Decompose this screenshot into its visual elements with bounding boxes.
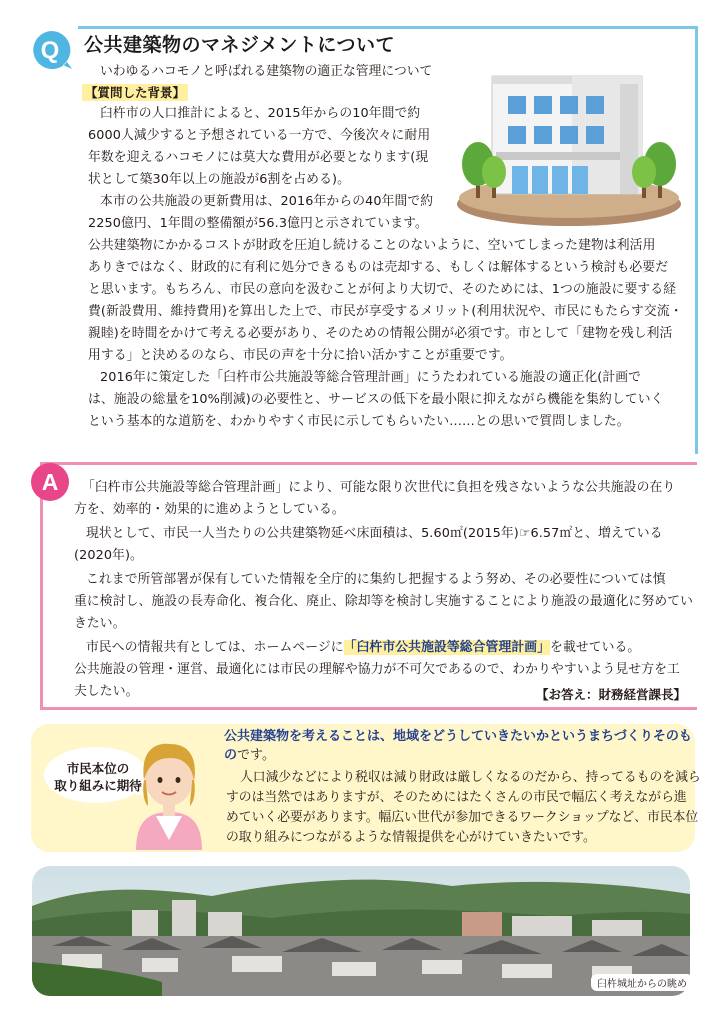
question-line: 2250億円、1年間の整備額が56.3億円と示されています。 — [88, 216, 428, 231]
question-line: 費(新設費用、維持費用)を算出した上で、市民が享受するメリット(利用状況や、市民にもたらす交流・ — [88, 304, 683, 319]
answer-line: これまで所管部署が保有していた情報を全庁的に集約し把握するよう努め、その必要性については慎 — [86, 572, 666, 587]
answer-badge-letter: A — [41, 469, 59, 495]
question-line: 用する」と決めるのなら、市民の声を十分に拾い活かすことが重要です。 — [88, 348, 513, 363]
photo-caption: 臼杵城址からの眺め — [591, 974, 693, 991]
bubble-line: 市民本位の — [66, 761, 130, 776]
question-line: 親睦)を時間をかけて考える必要があり、そのための情報公開が必須です。市として「建物を残し利活 — [88, 326, 673, 341]
comment-heading-line: の — [224, 748, 238, 763]
building-illustration — [452, 64, 686, 232]
answer-share-line — [86, 638, 640, 658]
comment-heading-tail: です。 — [237, 748, 275, 763]
comment-heading — [224, 727, 692, 765]
answer-line: 現状として、市民一人当たりの公共建築物延べ床面積は、5.60㎡(2015年)☞6.57㎡と、増えている — [86, 526, 663, 541]
comment-line: 人口減少などにより税収は減り財政は厳しくなるのだから、持ってるものを減ら — [240, 770, 701, 785]
question-title: 公共建築物のマネジメントについて — [84, 34, 396, 56]
question-line: 年数を迎えるハコモノには莫大な費用が必要となります(現 — [88, 150, 429, 165]
question-line: 6000人減少すると予想されている一方で、今後次々に耐用 — [88, 128, 431, 143]
answer-line: 「臼杵市公共施設等総合管理計画」により、可能な限り次世代に負担を残さないような公共施設の在り — [82, 480, 676, 495]
answer-line: 方を、効率的・効果的に進めようとしている。 — [74, 502, 345, 517]
question-line: 本市の公共施設の更新費用は、2016年からの40年間で約 — [100, 194, 434, 209]
management-plan-link[interactable]: 「臼杵市公共施設等総合管理計画」 — [343, 640, 551, 655]
bubble-line: 取り組みに期待 — [54, 778, 142, 793]
background-label: 【質問した背景】 — [82, 84, 188, 101]
answer-line: きたい。 — [74, 616, 126, 631]
question-line: 公共建築物にかかるコストが財政を圧迫し続けることのないように、空いてしまった建物は利活用 — [88, 238, 656, 253]
answer-signature: 【お答え：財務経営課長】 — [536, 687, 687, 702]
question-line: 臼杵市の人口推計によると、2015年からの10年間で約 — [100, 106, 421, 121]
question-line: 2016年に策定した「臼杵市公共施設等総合管理計画」にうたわれている施設の適正化(計画で — [100, 370, 642, 385]
answer-line: 夫したい。 — [74, 684, 139, 699]
question-line: ありきではなく、財政的に有利に処分できるものは売却する、もしくは解体するという検討も必要だ — [88, 260, 669, 275]
comment-line: すのは当然ではありますが、そのためにはたくさんの市民で幅広く考えながら進 — [226, 790, 687, 805]
question-line: という基本的な道筋を、わかりやすく市民に示してもらいたい……との思いで質問しました。 — [88, 414, 630, 429]
question-badge-letter: Q — [40, 37, 60, 64]
question-line: は、施設の総量を10%削減)の必要性と、サービスの低下を最小限に抑えながら機能を集約していく — [88, 392, 664, 407]
answer-share-suffix: を載せている。 — [550, 640, 641, 655]
answer-line: 重に検討し、施設の長寿命化、複合化、廃止、除却等を検討し実施することにより施設の最適化に努めてい — [74, 594, 694, 609]
comment-line: の取り組みにつながるような情報提供を心がけていきたいです。 — [226, 830, 596, 845]
comment-line: めていく必要があります。幅広い世代が参加できるワークショップなど、市民本位 — [226, 810, 699, 825]
question-line: 状として築30年以上の施設が6割を占める)。 — [88, 172, 350, 187]
comment-heading-line: 公共建築物を考えることは、地域をどうしていきたいかというまちづくりそのも — [224, 729, 692, 744]
question-badge-icon — [30, 28, 74, 72]
answer-line: (2020年)。 — [74, 548, 143, 563]
answer-badge-icon — [30, 462, 70, 502]
answer-line: 公共施設の管理・運営、最適化には市民の理解や協力が不可欠であるので、わかりやすいよう見せ方を工 — [74, 662, 680, 677]
question-line: と思います。もちろん、市民の意向を汲むことが何より大切で、そのためには、1つの施設に要する経 — [88, 282, 677, 297]
answer-share-prefix: 市民への情報共有としては、ホームページに — [86, 640, 344, 655]
question-subtitle: いわゆるハコモノと呼ばれる建築物の適正な管理について — [100, 64, 433, 79]
person-illustration — [126, 730, 212, 850]
